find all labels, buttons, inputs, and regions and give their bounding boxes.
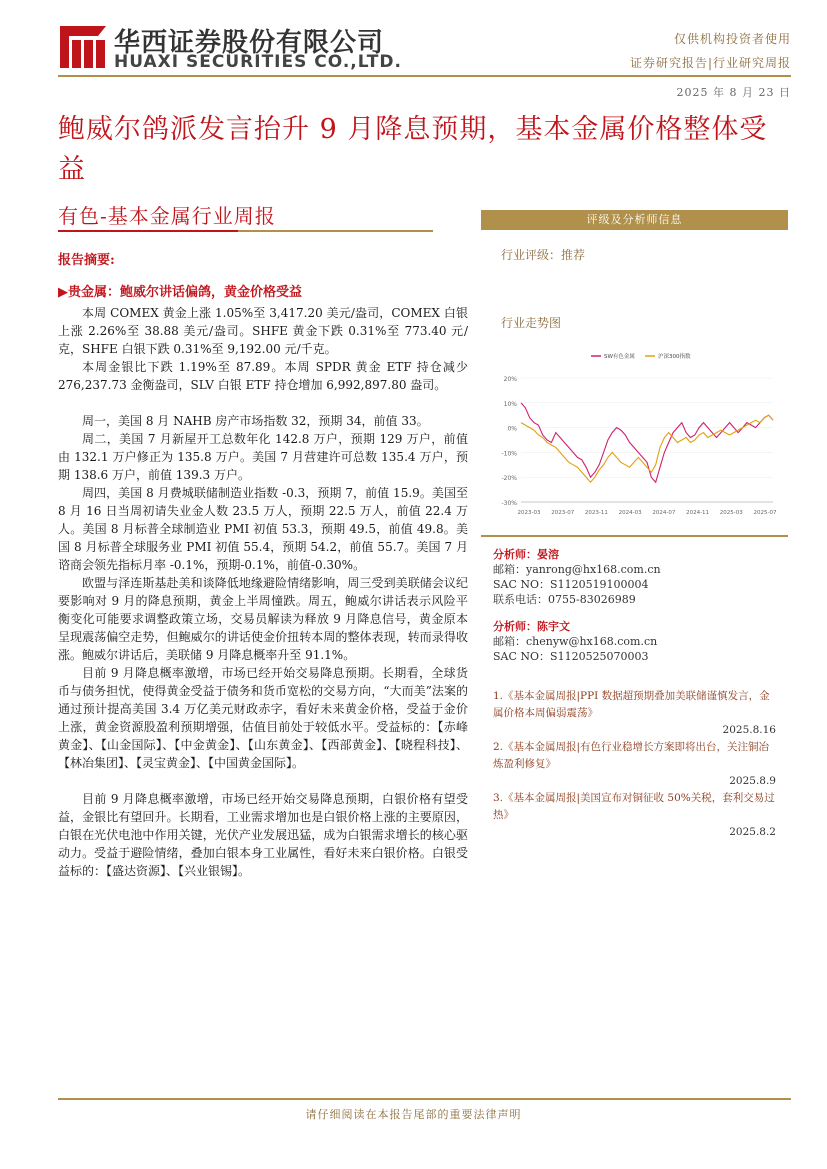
series-line [521, 415, 773, 482]
huaxi-logo [58, 22, 108, 72]
x-tick-label: 2025-07 [753, 510, 777, 516]
analyst-email: 邮箱：yanrong@hx168.com.cn [493, 563, 661, 576]
subtitle-underline [58, 230, 433, 232]
paragraph: 本周 COMEX 黄金上涨 1.05%至 3,417.20 美元/盎司，COMEX 白银上涨 2.26%至 38.88 美元/盎司。SHFE 黄金下跌 0.31%至 773.40 元/克，SHFE 白银下跌 0.31%至 9,192.00 元/千克。 [58, 306, 468, 356]
analyst-name: 分析师：晏溶 [493, 548, 559, 561]
y-tick-label: -10% [501, 450, 517, 458]
x-tick-label: 2023-07 [551, 510, 575, 516]
y-tick-label: 10% [503, 400, 517, 408]
related-report-title: 2.《基本金属周报|有色行业稳增长方案即将出台，关注铜冶炼盈利修复》 [493, 741, 770, 770]
related-report-date: 2025.8.2 [729, 826, 776, 838]
paragraph: 周二，美国 7 月新屋开工总数年化 142.8 万户，预期 129 万户，前值由 132.1 万户修正为 135.8 万户。美国 7 月营建许可总数 135.4 万户，预期 138.6 万户，前值 139.3 万户。 [58, 432, 468, 482]
analyst-name: 分析师：陈宇文 [493, 620, 570, 633]
header-divider [58, 75, 791, 77]
analyst-block [481, 607, 788, 664]
analyst-sac: SAC NO：S1120525070003 [493, 650, 649, 663]
audience-note: 仅供机构投资者使用 [673, 32, 791, 46]
paragraph: 周四，美国 8 月费城联储制造业指数 -0.3，预期 7，前值 15.9。美国至 8 月 16 日当周初请失业金人数 23.5 万人，预期 22.5 万人，前值 22.4 万人。美国 8 月标普全球制造业 PMI 初值 53.3，预期 49.5，前值 49.8。美国 8 月标普全球服务业 PMI 初值 55.4，预期 54.2，前值 55.7。美国 7 月谘商会领先指标月率 -0.1%，预期-0.1%，前值-0.30%。 [58, 486, 468, 572]
related-report-title: 3.《基本金属周报|美国宣布对铜征收 50%关税，套利交易过热》 [493, 792, 775, 821]
analyst-email: 邮箱：chenyw@hx168.com.cn [493, 635, 658, 648]
legend-label: SW有色金属 [604, 354, 635, 360]
sidebar-heading: 评级及分析师信息 [481, 210, 788, 230]
y-tick-label: 0% [507, 425, 517, 433]
legal-notice: 请仔细阅读在本报告尾部的重要法律声明 [305, 1108, 522, 1121]
related-report-date: 2025.8.16 [722, 724, 776, 736]
y-tick-label: -30% [501, 500, 517, 507]
report-subtitle: 有色-基本金属行业周报 [58, 204, 276, 228]
x-tick-label: 2023-11 [584, 510, 608, 516]
section-heading: ▶贵金属：鲍威尔讲话偏鸽，黄金价格受益 [58, 285, 302, 300]
paragraph: 本周金银比下跌 1.19%至 87.89。本周 SPDR 黄金 ETF 持仓减少 276,237.73 金衡盎司，SLV 白银 ETF 持仓增加 6,992,897.80 盎司。 [58, 360, 468, 392]
x-tick-label: 2024-07 [652, 510, 676, 516]
paragraph: 目前 9 月降息概率激增，市场已经开始交易降息预期。长期看，全球货币与债务担忧，使得黄金受益于债务和货币宽松的交易方向，“大而美”法案的通过预计提高美国 3.4 万亿美元财政赤字，看好未来黄金价格，受益于金价上涨，黄金资源股盈利预期增强，估值目前处于较低水平。受益标的：【赤峰黄金】、【山金国际】、【中金黄金】、【山东黄金】、【西部黄金】、【晓程科技】、【林冶集团】、【灵宝黄金】、【中国黄金国际】。 [58, 666, 468, 770]
x-tick-label: 2023-03 [517, 510, 541, 516]
analyst-phone: 联系电话：0755-83026989 [493, 593, 636, 606]
x-tick-label: 2025-03 [719, 510, 743, 516]
company-name-cn: 华西证券股份有限公司 [114, 28, 385, 58]
related-report-date: 2025.8.9 [729, 775, 776, 787]
report-title: 鲍威尔鸽派发言抬升 9 月降息预期，基本金属价格整体受益 [58, 114, 768, 185]
footer-divider [58, 1098, 791, 1100]
series-line [521, 403, 773, 482]
company-name-en: HUAXI SECURITIES CO.,LTD. [114, 52, 402, 72]
related-report-title: 1.《基本金属周报|PPI 数据超预期叠加美联储谨慎发言，金属价格本周偏弱震荡》 [493, 690, 770, 719]
analyst-block [481, 537, 788, 607]
analyst-sac: SAC NO：S1120519100004 [493, 578, 649, 591]
industry-trend-chart [481, 344, 788, 529]
industry-rating: 行业评级：推荐 [501, 248, 586, 262]
y-tick-label: -20% [501, 475, 517, 483]
x-tick-label: 2024-03 [618, 510, 642, 516]
trend-chart-label: 行业走势图 [501, 316, 562, 330]
y-tick-label: 20% [503, 376, 517, 383]
paragraph: 周一，美国 8 月 NAHB 房产市场指数 32，预期 34，前值 33。 [82, 414, 429, 428]
legend-label: 沪深300指数 [658, 354, 691, 360]
report-date: 2025 年 8 月 23 日 [676, 86, 791, 99]
report-type: 证券研究报告|行业研究周报 [629, 56, 791, 70]
summary-column [58, 252, 468, 880]
x-tick-label: 2024-11 [686, 510, 710, 516]
related-reports [481, 664, 788, 841]
sidebar [481, 210, 788, 841]
paragraph: 目前 9 月降息概率激增，市场已经开始交易降息预期，白银价格有望受益，金银比有望回升。长期看，工业需求增加也是白银价格上涨的主要原因，白银在光伏电池中作用关键，光伏产业发展迅猛，成为白银需求增长的核心驱动力。受益于避险情绪，叠加白银本身工业属性，看好未来白银价格。白银受益标的：【盛达资源】、【兴业银锡】。 [58, 792, 468, 878]
summary-heading: 报告摘要: [58, 253, 115, 268]
paragraph: 欧盟与泽连斯基赴美和谈降低地缘避险情绪影响，周三受到美联储会议纪要影响对 9 月的降息预期，黄金上半周憧跌。周五，鲍威尔讲话表示风险平衡变化可能要求调整政策立场，交易员解读为释放 9 月降息信号，黄金原本呈现震荡偏空走势，但鲍威尔的讲话使金价扭转本周的整体表现，转而录得收涨。鲍威尔讲话后，美联储 9 月降息概率升至 91.1%。 [58, 576, 468, 662]
